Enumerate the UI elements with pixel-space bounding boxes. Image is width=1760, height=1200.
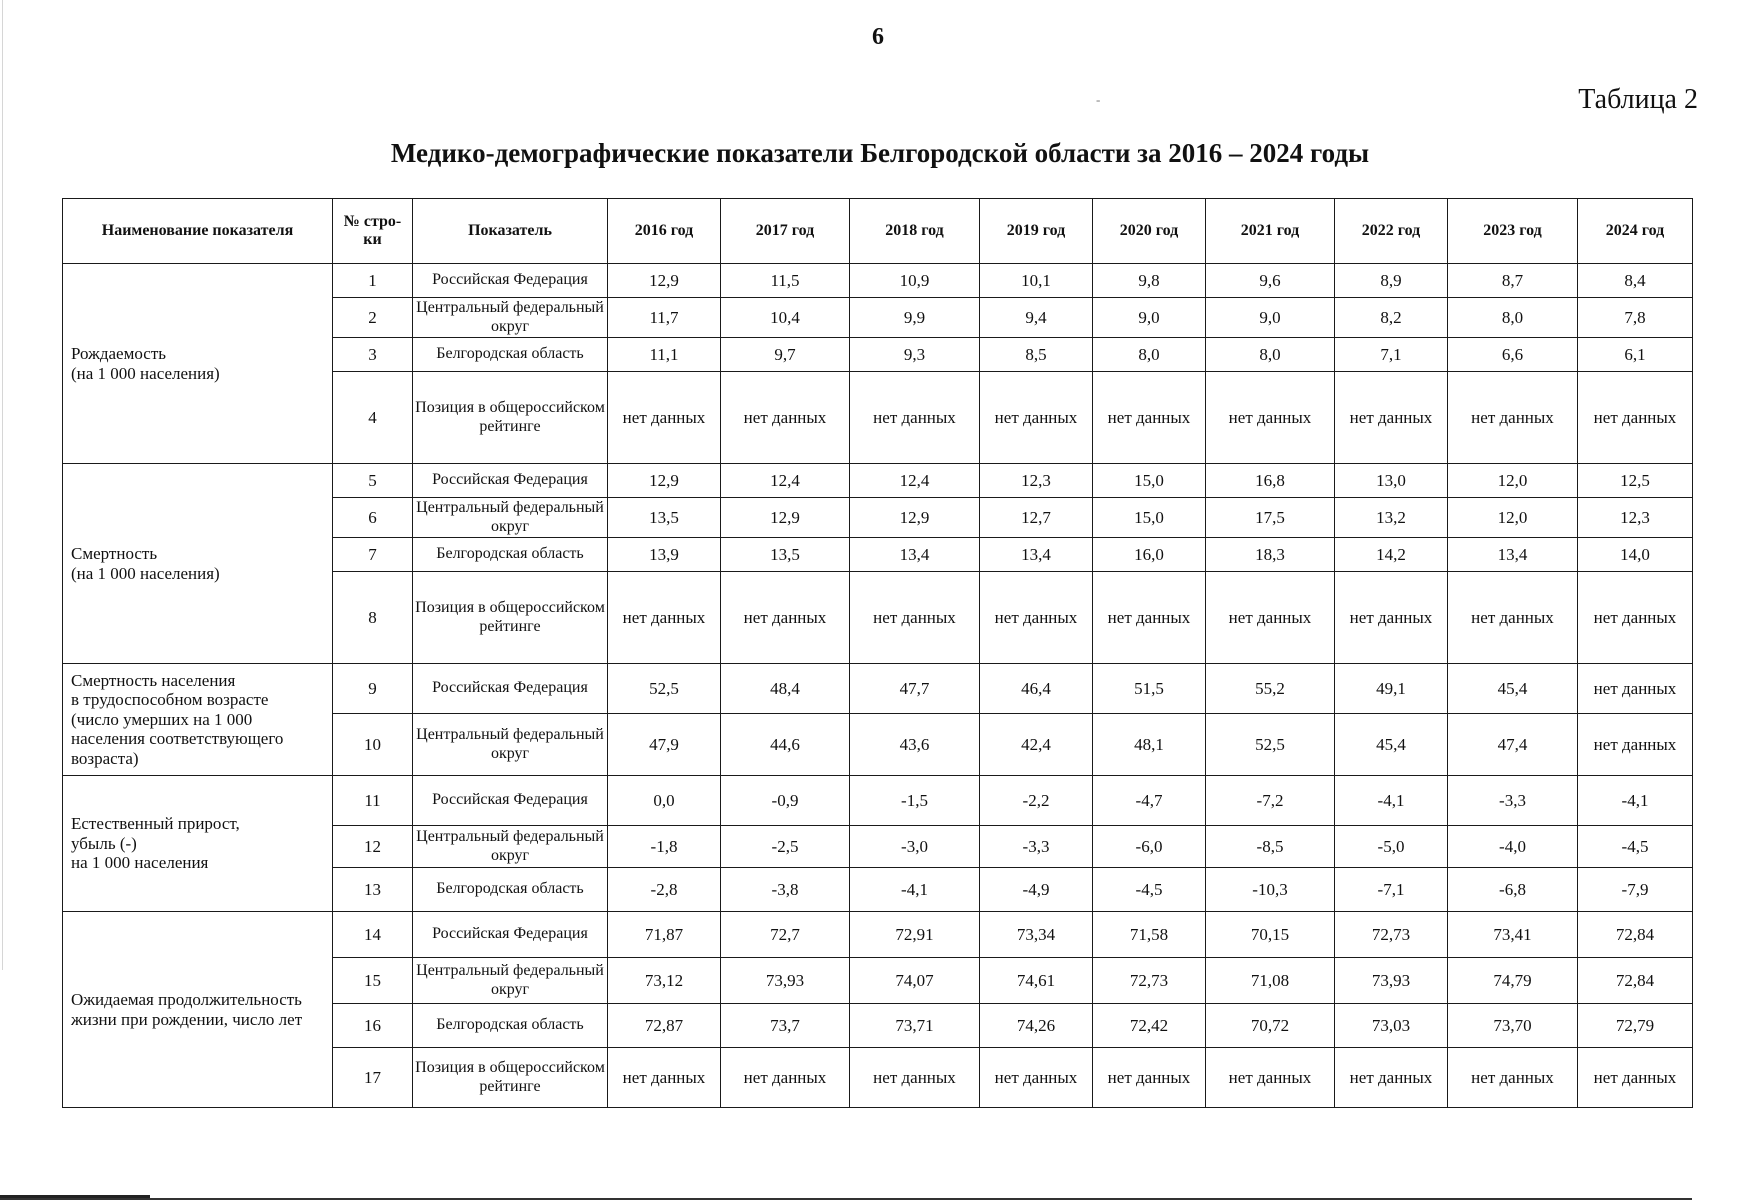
- row-number: 16: [333, 1004, 413, 1048]
- value-cell: 8,4: [1578, 264, 1693, 298]
- value-cell: 12,9: [721, 498, 850, 538]
- value-cell: -4,1: [850, 868, 980, 912]
- indicator-region: Белгородская область: [413, 338, 608, 372]
- value-cell: 15,0: [1093, 464, 1206, 498]
- value-cell: 8,9: [1335, 264, 1448, 298]
- value-cell: 12,9: [608, 464, 721, 498]
- value-cell: нет данных: [1578, 372, 1693, 464]
- value-cell: 12,4: [721, 464, 850, 498]
- value-cell: -7,2: [1206, 776, 1335, 826]
- value-cell: 74,79: [1448, 958, 1578, 1004]
- value-cell: 74,07: [850, 958, 980, 1004]
- value-cell: 13,2: [1335, 498, 1448, 538]
- value-cell: 72,7: [721, 912, 850, 958]
- value-cell: 13,4: [1448, 538, 1578, 572]
- value-cell: 42,4: [980, 714, 1093, 776]
- row-number: 5: [333, 464, 413, 498]
- value-cell: нет данных: [1093, 1048, 1206, 1108]
- value-cell: 51,5: [1093, 664, 1206, 714]
- value-cell: 71,58: [1093, 912, 1206, 958]
- value-cell: 10,9: [850, 264, 980, 298]
- value-cell: 47,4: [1448, 714, 1578, 776]
- value-cell: 7,1: [1335, 338, 1448, 372]
- value-cell: 9,0: [1093, 298, 1206, 338]
- value-cell: 72,73: [1093, 958, 1206, 1004]
- value-cell: 9,7: [721, 338, 850, 372]
- indicator-region: Позиция в общероссийском рейтинге: [413, 1048, 608, 1108]
- indicator-region: Белгородская область: [413, 868, 608, 912]
- value-cell: 46,4: [980, 664, 1093, 714]
- row-number: 12: [333, 826, 413, 868]
- header-year: 2017 год: [721, 199, 850, 264]
- value-cell: 12,7: [980, 498, 1093, 538]
- value-cell: 9,0: [1206, 298, 1335, 338]
- value-cell: 10,1: [980, 264, 1093, 298]
- value-cell: -2,5: [721, 826, 850, 868]
- value-cell: нет данных: [1335, 572, 1448, 664]
- value-cell: 72,87: [608, 1004, 721, 1048]
- value-cell: -3,3: [980, 826, 1093, 868]
- header-year: 2023 год: [1448, 199, 1578, 264]
- value-cell: 0,0: [608, 776, 721, 826]
- indicator-region: Центральный федеральный округ: [413, 498, 608, 538]
- value-cell: 18,3: [1206, 538, 1335, 572]
- page-number: 6: [872, 24, 884, 50]
- value-cell: 70,15: [1206, 912, 1335, 958]
- value-cell: 16,8: [1206, 464, 1335, 498]
- value-cell: 12,0: [1448, 498, 1578, 538]
- indicator-group-name: Смертность (на 1 000 населения): [63, 464, 333, 664]
- value-cell: -1,8: [608, 826, 721, 868]
- value-cell: 73,71: [850, 1004, 980, 1048]
- row-number: 14: [333, 912, 413, 958]
- value-cell: 47,7: [850, 664, 980, 714]
- value-cell: -6,0: [1093, 826, 1206, 868]
- indicator-region: Российская Федерация: [413, 664, 608, 714]
- value-cell: 12,0: [1448, 464, 1578, 498]
- value-cell: 48,4: [721, 664, 850, 714]
- table-row: [63, 912, 1693, 958]
- indicator-region: Российская Федерация: [413, 464, 608, 498]
- value-cell: 12,9: [608, 264, 721, 298]
- value-cell: 12,5: [1578, 464, 1693, 498]
- value-cell: 74,61: [980, 958, 1093, 1004]
- value-cell: 45,4: [1335, 714, 1448, 776]
- value-cell: 70,72: [1206, 1004, 1335, 1048]
- value-cell: 8,0: [1206, 338, 1335, 372]
- demographic-table: [62, 198, 1693, 1108]
- value-cell: нет данных: [1448, 572, 1578, 664]
- value-cell: нет данных: [1335, 372, 1448, 464]
- value-cell: нет данных: [1093, 572, 1206, 664]
- value-cell: 72,84: [1578, 958, 1693, 1004]
- value-cell: 12,4: [850, 464, 980, 498]
- value-cell: нет данных: [608, 572, 721, 664]
- indicator-region: Позиция в общероссийском рейтинге: [413, 572, 608, 664]
- row-number: 10: [333, 714, 413, 776]
- value-cell: нет данных: [1335, 1048, 1448, 1108]
- value-cell: 6,1: [1578, 338, 1693, 372]
- value-cell: 13,4: [850, 538, 980, 572]
- value-cell: 8,5: [980, 338, 1093, 372]
- header-year: 2019 год: [980, 199, 1093, 264]
- value-cell: 9,9: [850, 298, 980, 338]
- row-number: 9: [333, 664, 413, 714]
- indicator-region: Позиция в общероссийском рейтинге: [413, 372, 608, 464]
- value-cell: 13,0: [1335, 464, 1448, 498]
- value-cell: 48,1: [1093, 714, 1206, 776]
- indicator-group-name: Рождаемость (на 1 000 населения): [63, 264, 333, 464]
- value-cell: 9,8: [1093, 264, 1206, 298]
- value-cell: нет данных: [980, 372, 1093, 464]
- value-cell: нет данных: [1578, 1048, 1693, 1108]
- value-cell: -3,8: [721, 868, 850, 912]
- value-cell: 7,8: [1578, 298, 1693, 338]
- value-cell: -7,9: [1578, 868, 1693, 912]
- value-cell: 9,3: [850, 338, 980, 372]
- value-cell: нет данных: [1578, 664, 1693, 714]
- value-cell: 73,93: [1335, 958, 1448, 1004]
- value-cell: 12,3: [1578, 498, 1693, 538]
- value-cell: 73,93: [721, 958, 850, 1004]
- indicator-region: Российская Федерация: [413, 264, 608, 298]
- value-cell: 15,0: [1093, 498, 1206, 538]
- header-year: 2018 год: [850, 199, 980, 264]
- value-cell: 73,12: [608, 958, 721, 1004]
- value-cell: нет данных: [1448, 372, 1578, 464]
- value-cell: 8,0: [1093, 338, 1206, 372]
- value-cell: 44,6: [721, 714, 850, 776]
- value-cell: 17,5: [1206, 498, 1335, 538]
- value-cell: 9,4: [980, 298, 1093, 338]
- value-cell: 72,91: [850, 912, 980, 958]
- value-cell: 73,41: [1448, 912, 1578, 958]
- value-cell: нет данных: [721, 572, 850, 664]
- indicator-group-name: Смертность населения в трудоспособном возрасте (число умерших на 1 000 населения соответствующего возраста): [63, 664, 333, 776]
- value-cell: 72,42: [1093, 1004, 1206, 1048]
- row-number: 8: [333, 572, 413, 664]
- value-cell: 6,6: [1448, 338, 1578, 372]
- table-row: [63, 664, 1693, 714]
- indicator-region: Центральный федеральный округ: [413, 958, 608, 1004]
- header-row-number: № стро-ки: [333, 199, 413, 264]
- value-cell: 52,5: [608, 664, 721, 714]
- indicator-region: Российская Федерация: [413, 912, 608, 958]
- indicator-region: Белгородская область: [413, 538, 608, 572]
- value-cell: 11,1: [608, 338, 721, 372]
- value-cell: 8,2: [1335, 298, 1448, 338]
- value-cell: 73,70: [1448, 1004, 1578, 1048]
- header-year: 2022 год: [1335, 199, 1448, 264]
- value-cell: 45,4: [1448, 664, 1578, 714]
- value-cell: -4,1: [1335, 776, 1448, 826]
- value-cell: -4,0: [1448, 826, 1578, 868]
- row-number: 2: [333, 298, 413, 338]
- value-cell: нет данных: [721, 372, 850, 464]
- header-year: 2021 год: [1206, 199, 1335, 264]
- value-cell: 71,87: [608, 912, 721, 958]
- header-year: 2020 год: [1093, 199, 1206, 264]
- value-cell: 8,7: [1448, 264, 1578, 298]
- value-cell: -4,5: [1093, 868, 1206, 912]
- indicator-region: Российская Федерация: [413, 776, 608, 826]
- value-cell: 73,03: [1335, 1004, 1448, 1048]
- value-cell: нет данных: [608, 372, 721, 464]
- value-cell: 16,0: [1093, 538, 1206, 572]
- value-cell: 47,9: [608, 714, 721, 776]
- header-year: 2016 год: [608, 199, 721, 264]
- indicator-region: Центральный федеральный округ: [413, 298, 608, 338]
- value-cell: нет данных: [980, 572, 1093, 664]
- header-year: 2024 год: [1578, 199, 1693, 264]
- value-cell: 73,7: [721, 1004, 850, 1048]
- value-cell: нет данных: [1206, 1048, 1335, 1108]
- value-cell: нет данных: [1206, 372, 1335, 464]
- value-cell: 55,2: [1206, 664, 1335, 714]
- table-row: [63, 776, 1693, 826]
- value-cell: 14,0: [1578, 538, 1693, 572]
- value-cell: 10,4: [721, 298, 850, 338]
- value-cell: -3,0: [850, 826, 980, 868]
- table-header-row: [63, 199, 1693, 264]
- table-row: [63, 464, 1693, 498]
- value-cell: -0,9: [721, 776, 850, 826]
- indicator-region: Центральный федеральный округ: [413, 714, 608, 776]
- value-cell: 72,84: [1578, 912, 1693, 958]
- row-number: 7: [333, 538, 413, 572]
- value-cell: -4,7: [1093, 776, 1206, 826]
- value-cell: 72,73: [1335, 912, 1448, 958]
- value-cell: 71,08: [1206, 958, 1335, 1004]
- value-cell: -10,3: [1206, 868, 1335, 912]
- value-cell: -4,5: [1578, 826, 1693, 868]
- row-number: 15: [333, 958, 413, 1004]
- value-cell: нет данных: [850, 572, 980, 664]
- value-cell: нет данных: [608, 1048, 721, 1108]
- value-cell: 73,34: [980, 912, 1093, 958]
- value-cell: -3,3: [1448, 776, 1578, 826]
- value-cell: 12,3: [980, 464, 1093, 498]
- table-body: [63, 264, 1693, 1108]
- header-indicator: Показатель: [413, 199, 608, 264]
- document-title: Медико-демографические показатели Белгородской области за 2016 – 2024 годы: [390, 138, 1370, 168]
- row-number: 1: [333, 264, 413, 298]
- value-cell: -2,8: [608, 868, 721, 912]
- value-cell: -2,2: [980, 776, 1093, 826]
- value-cell: -8,5: [1206, 826, 1335, 868]
- value-cell: -4,9: [980, 868, 1093, 912]
- value-cell: 52,5: [1206, 714, 1335, 776]
- indicator-region: Белгородская область: [413, 1004, 608, 1048]
- value-cell: 11,5: [721, 264, 850, 298]
- value-cell: 74,26: [980, 1004, 1093, 1048]
- value-cell: 11,7: [608, 298, 721, 338]
- scan-mark: -: [1096, 92, 1101, 107]
- value-cell: 9,6: [1206, 264, 1335, 298]
- row-number: 17: [333, 1048, 413, 1108]
- indicator-group-name: Естественный прирост, убыль (-) на 1 000 населения: [63, 776, 333, 912]
- value-cell: нет данных: [721, 1048, 850, 1108]
- indicator-region: Центральный федеральный округ: [413, 826, 608, 868]
- value-cell: 13,4: [980, 538, 1093, 572]
- value-cell: -6,8: [1448, 868, 1578, 912]
- value-cell: -1,5: [850, 776, 980, 826]
- value-cell: 13,5: [721, 538, 850, 572]
- value-cell: -5,0: [1335, 826, 1448, 868]
- value-cell: нет данных: [1448, 1048, 1578, 1108]
- value-cell: нет данных: [850, 372, 980, 464]
- value-cell: 14,2: [1335, 538, 1448, 572]
- row-number: 13: [333, 868, 413, 912]
- value-cell: нет данных: [980, 1048, 1093, 1108]
- header-name: Наименование показателя: [63, 199, 333, 264]
- table-label: Таблица 2: [1578, 84, 1698, 115]
- value-cell: нет данных: [1578, 572, 1693, 664]
- value-cell: 12,9: [850, 498, 980, 538]
- value-cell: нет данных: [850, 1048, 980, 1108]
- row-number: 6: [333, 498, 413, 538]
- value-cell: -4,1: [1578, 776, 1693, 826]
- value-cell: нет данных: [1206, 572, 1335, 664]
- value-cell: -7,1: [1335, 868, 1448, 912]
- row-number: 4: [333, 372, 413, 464]
- row-number: 11: [333, 776, 413, 826]
- table-row: [63, 264, 1693, 298]
- value-cell: 43,6: [850, 714, 980, 776]
- value-cell: 8,0: [1448, 298, 1578, 338]
- value-cell: нет данных: [1578, 714, 1693, 776]
- row-number: 3: [333, 338, 413, 372]
- indicator-group-name: Ожидаемая продолжительность жизни при рождении, число лет: [63, 912, 333, 1108]
- value-cell: нет данных: [1093, 372, 1206, 464]
- value-cell: 49,1: [1335, 664, 1448, 714]
- value-cell: 72,79: [1578, 1004, 1693, 1048]
- value-cell: 13,5: [608, 498, 721, 538]
- value-cell: 13,9: [608, 538, 721, 572]
